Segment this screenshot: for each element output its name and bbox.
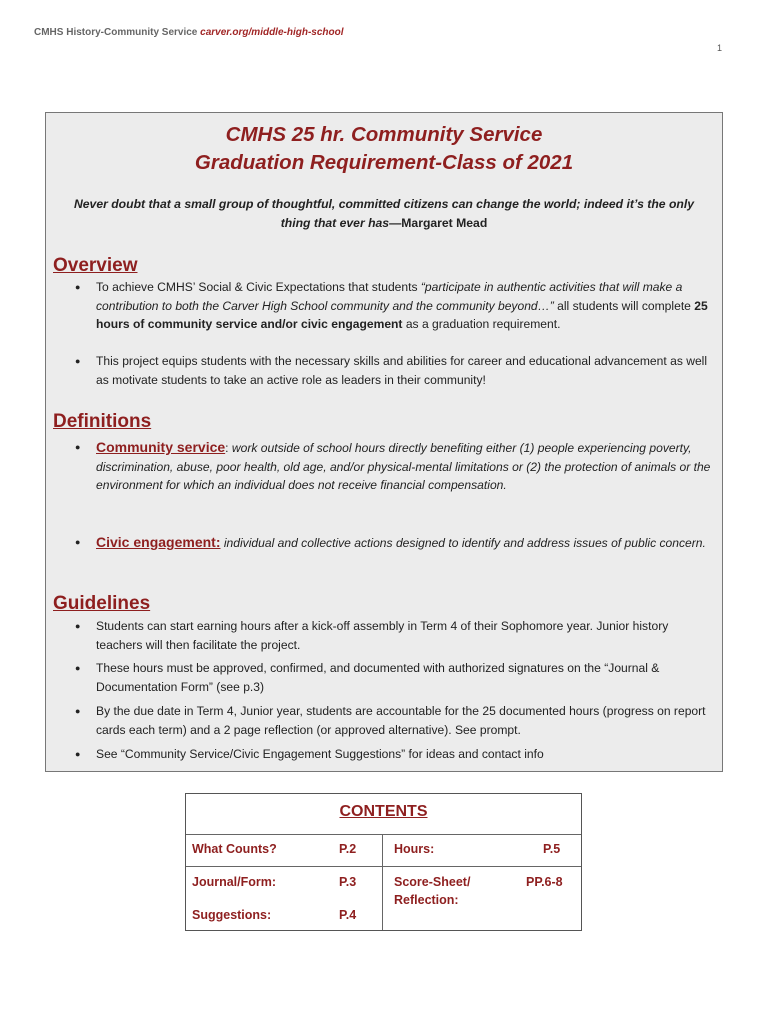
quote-text: Never doubt that a small group of thoughtful, committed citizens can change the world; indeed it’s the only thing that ever has bbox=[73, 197, 695, 230]
quote-author: —Margaret Mead bbox=[389, 215, 488, 230]
overview-text: To achieve CMHS’ Social & Civic Expectations that students bbox=[96, 280, 421, 294]
divider bbox=[186, 834, 382, 835]
contents-page: P.4 bbox=[339, 908, 357, 922]
definition-item bbox=[96, 533, 714, 553]
definitions-heading: Definitions bbox=[53, 411, 152, 432]
guideline-item: ● See “Community Service/Civic Engagement Suggestions” for ideas and contact info bbox=[96, 745, 714, 764]
divider bbox=[382, 866, 383, 930]
contents-link-journal-form[interactable]: Journal/Form: bbox=[192, 875, 277, 889]
quote bbox=[58, 195, 710, 232]
term-community-service: Community service bbox=[96, 439, 226, 455]
page-header bbox=[34, 27, 344, 38]
definition-colon: : bbox=[225, 441, 229, 455]
guideline-item: ● Students can start earning hours after a kick-off assembly in Term 4 of their Sophomore year. Junior history teachers will then facilitate the project. bbox=[96, 617, 714, 654]
definition-text: work outside of school hours directly benefiting either (1) people experiencing poverty, discrimination, abuse, poor health, old age, and/or physical-mental limitations or (2) the protection of animals or the environment for which an individual does not receive financial compensation. bbox=[96, 441, 711, 492]
contents-page: P.3 bbox=[339, 875, 357, 889]
requirement-box bbox=[45, 112, 723, 772]
contents-table bbox=[185, 793, 582, 931]
page-subtitle: Graduation Requirement-Class of 2021 bbox=[194, 151, 574, 174]
contents-title: CONTENTS bbox=[339, 803, 428, 820]
guidelines-heading: Guidelines bbox=[53, 593, 151, 614]
definition-item bbox=[96, 438, 714, 495]
divider bbox=[186, 866, 382, 867]
definition-text: individual and collective actions designed to identify and address issues of public concern. bbox=[220, 536, 706, 550]
term-civic-engagement: Civic engagement: bbox=[96, 534, 221, 550]
contents-page: PP.6-8 bbox=[526, 875, 563, 889]
page-title: CMHS 25 hr. Community Service bbox=[225, 123, 543, 146]
contents-link-suggestions[interactable]: Suggestions: bbox=[192, 908, 272, 922]
contents-link-score-sheet[interactable]: Score-Sheet/ Reflection: bbox=[394, 875, 471, 907]
contents-page: P.5 bbox=[543, 842, 561, 856]
divider bbox=[382, 834, 383, 867]
header-url[interactable]: carver.org/middle-high-school bbox=[200, 27, 344, 38]
contents-page: P.2 bbox=[339, 842, 357, 856]
overview-text: all students will complete bbox=[553, 298, 695, 313]
contents-link-what-counts[interactable]: What Counts? bbox=[192, 842, 277, 856]
overview-text: as a graduation requirement. bbox=[402, 317, 561, 331]
overview-bullet: ● This project equips students with the necessary skills and abilities for career and educational advancement as well as motivate students to take an active role as leaders in their community! bbox=[96, 352, 714, 389]
overview-heading: Overview bbox=[53, 255, 138, 276]
overview-bullet bbox=[96, 278, 714, 334]
guideline-item: ● By the due date in Term 4, Junior year, students are accountable for the 25 documented hours (progress on report cards each term) and a 2 page reflection (or approved alternative). See prompt. bbox=[96, 702, 714, 739]
contents-link-hours[interactable]: Hours: bbox=[394, 842, 435, 856]
divider bbox=[382, 866, 581, 867]
overview-requirement: 25 hours of community service and/or civic engagement bbox=[96, 298, 708, 331]
page-number: 1 bbox=[716, 43, 722, 53]
guideline-item: ● These hours must be approved, confirmed, and documented with authorized signatures on the “Journal & Documentation Form” (see p.3) bbox=[96, 659, 714, 696]
overview-quote: “participate in authentic activities that will make a contribution to both the Carver High School community and the community beyond…” bbox=[96, 280, 683, 313]
header-title: CMHS History-Community Service bbox=[34, 27, 198, 38]
divider bbox=[382, 834, 581, 835]
